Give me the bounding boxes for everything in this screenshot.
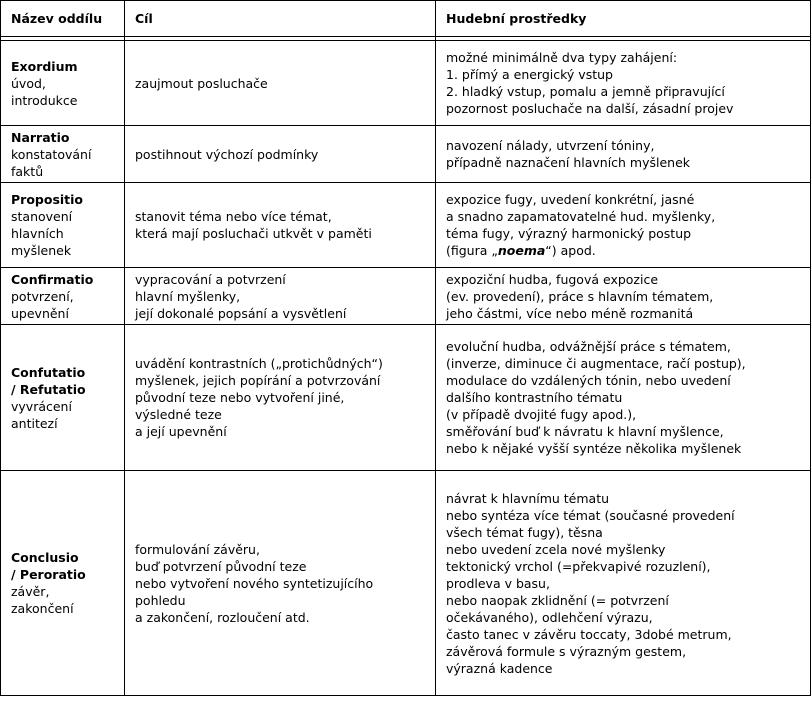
goal-text: stanovit téma nebo více témat, — [135, 209, 332, 224]
section-czech-name: myšlenek — [11, 243, 72, 258]
section-latin-name: Confirmatio — [11, 271, 94, 287]
section-latin-name: Propositio — [11, 192, 84, 207]
section-czech-name: konstatování — [11, 146, 92, 162]
musical-means-text: nebo naopak zklidnění (= potvrzení — [446, 592, 669, 608]
musical-means-text: nebo syntéza více témat (současné provedení — [446, 507, 735, 523]
section-latin-name: Confutatio — [11, 364, 86, 380]
musical-means-text: (ev. provedení), práce s hlavním tématem, — [446, 288, 714, 304]
musical-means-cell — [436, 471, 811, 696]
header-section-name: Název oddílu — [1, 1, 125, 37]
section-name-cell — [1, 325, 125, 471]
goal-text: pohledu — [135, 592, 186, 608]
section-name-cell — [1, 126, 125, 183]
goal-cell — [125, 126, 436, 183]
musical-means-text: možné minimálně dva typy zahájení: — [446, 50, 678, 65]
goal-text: vypracování a potvrzení — [135, 271, 286, 287]
goal-text: formulování závěru, — [135, 541, 260, 557]
goal-text: zaujmout posluchače — [135, 75, 268, 91]
musical-means-text: očekávaného), odlehčení výrazu, — [446, 609, 653, 625]
goal-cell — [125, 325, 436, 471]
section-czech-name: potvrzení, — [11, 288, 74, 304]
goal-text: původní teze nebo vytvoření jiné, — [135, 390, 345, 405]
musical-means-text: (v případě dvojité fugy apod.), — [446, 407, 637, 422]
musical-means-text: téma fugy, výrazný harmonický postup — [446, 226, 692, 241]
musical-means-text: závěrová formule s výrazným gestem, — [446, 643, 687, 659]
goal-text: postihnout výchozí podmínky — [135, 146, 319, 162]
figura-prefix: (figura „ — [446, 243, 498, 258]
goal-text: a zakončení, rozloučení atd. — [135, 609, 310, 625]
section-latin-name: / Refutatio — [11, 381, 86, 397]
section-latin-name: Conclusio — [11, 550, 79, 565]
table-row — [1, 268, 811, 325]
musical-means-cell — [436, 268, 811, 325]
figura-term: noema — [497, 243, 546, 258]
goal-text: buď potvrzení původní teze — [135, 558, 307, 574]
goal-cell — [125, 183, 436, 268]
section-czech-name: upevnění — [11, 305, 69, 321]
table-row — [1, 126, 811, 183]
musical-means-text: navození nálady, utvrzení tóniny, — [446, 138, 655, 153]
musical-means-text: jeho částmi, více nebo méně rozmanitá — [446, 305, 694, 321]
header-row — [1, 1, 811, 37]
section-czech-name: faktů — [11, 163, 44, 179]
section-name-cell — [1, 41, 125, 126]
musical-means-text: evoluční hudba, odvážnější práce s tématem, — [446, 339, 731, 354]
musical-means-text: tektonický vrchol (=překvapivé rozuzlení), — [446, 558, 711, 574]
musical-means-text: směřování buď k návratu k hlavní myšlence, — [446, 424, 724, 439]
goal-text: uvádění kontrastních („protichůdných“) — [135, 356, 383, 371]
table-row — [1, 471, 811, 696]
musical-means-text: 2. hladký vstup, pomalu a jemně připravující — [446, 84, 725, 99]
section-czech-name: úvod, — [11, 75, 46, 91]
musical-means-text: pozornost posluchače na další, zásadní projev — [446, 101, 734, 116]
musical-means-text: výrazná kadence — [446, 660, 553, 676]
musical-means-text: často tanec v závěru toccaty, 3dobé metrum, — [446, 626, 732, 642]
musical-means-text: (inverze, diminuce či augmentace, račí postup), — [446, 356, 746, 371]
section-latin-name: / Peroratio — [11, 567, 86, 582]
musical-means-cell — [436, 126, 811, 183]
section-latin-name: Exordium — [11, 58, 78, 74]
section-name-cell — [1, 183, 125, 268]
musical-means-text: expoziční hudba, fugová expozice — [446, 271, 659, 287]
musical-means-text: případně naznačení hlavních myšlenek — [446, 155, 691, 170]
section-czech-name: stanovení — [11, 209, 73, 224]
musical-means-text: expozice fugy, uvedení konkrétní, jasné — [446, 192, 695, 207]
section-czech-name: hlavních — [11, 226, 64, 241]
musical-means-cell — [436, 325, 811, 471]
section-czech-name: závěr, — [11, 584, 50, 599]
section-name-cell — [1, 471, 125, 696]
musical-means-text: nebo k nějaké vyšší syntéze několika myšlenek — [446, 441, 742, 456]
goal-text: hlavní myšlenky, — [135, 288, 241, 304]
header-goal: Cíl — [125, 1, 436, 37]
musical-means-text: všech témat fugy), těsna — [446, 524, 603, 540]
goal-text: její dokonalé popsání a vysvětlení — [135, 305, 347, 321]
goal-cell — [125, 268, 436, 325]
section-czech-name: zakončení — [11, 601, 74, 616]
goal-text: která mají posluchači utkvět v paměti — [135, 226, 372, 241]
musical-means-text — [446, 242, 810, 259]
section-czech-name: antitezí — [11, 415, 58, 431]
goal-cell — [125, 41, 436, 126]
musical-means-cell — [436, 183, 811, 268]
section-latin-name: Narratio — [11, 129, 70, 145]
musical-means-text: prodleva v basu, — [446, 575, 550, 591]
goal-text: myšlenek, jejich popírání a potvrzování — [135, 373, 381, 388]
musical-means-text: a snadno zapamatovatelné hud. myšlenky, — [446, 209, 716, 224]
table-row — [1, 325, 811, 471]
goal-text: a její upevnění — [135, 424, 227, 439]
table-row — [1, 41, 811, 126]
goal-text: nebo vytvoření nového syntetizujícího — [135, 575, 374, 591]
figura-suffix: “) apod. — [545, 243, 596, 258]
section-czech-name: vyvrácení — [11, 398, 72, 414]
musical-means-text: 1. přímý a energický vstup — [446, 67, 613, 82]
header-musical-means: Hudební prostředky — [436, 1, 811, 37]
musical-means-text: návrat k hlavnímu tématu — [446, 490, 610, 506]
goal-text: výsledné teze — [135, 407, 222, 422]
musical-means-text: modulace do vzdálených tónin, nebo uvedení — [446, 373, 731, 388]
table-row — [1, 183, 811, 268]
section-name-cell — [1, 268, 125, 325]
section-czech-name: introdukce — [11, 92, 78, 108]
musical-means-text: dalšího kontrastního tématu — [446, 390, 623, 405]
goal-cell — [125, 471, 436, 696]
musical-means-text: nebo uvedení zcela nové myšlenky — [446, 541, 666, 557]
musical-means-cell — [436, 41, 811, 126]
